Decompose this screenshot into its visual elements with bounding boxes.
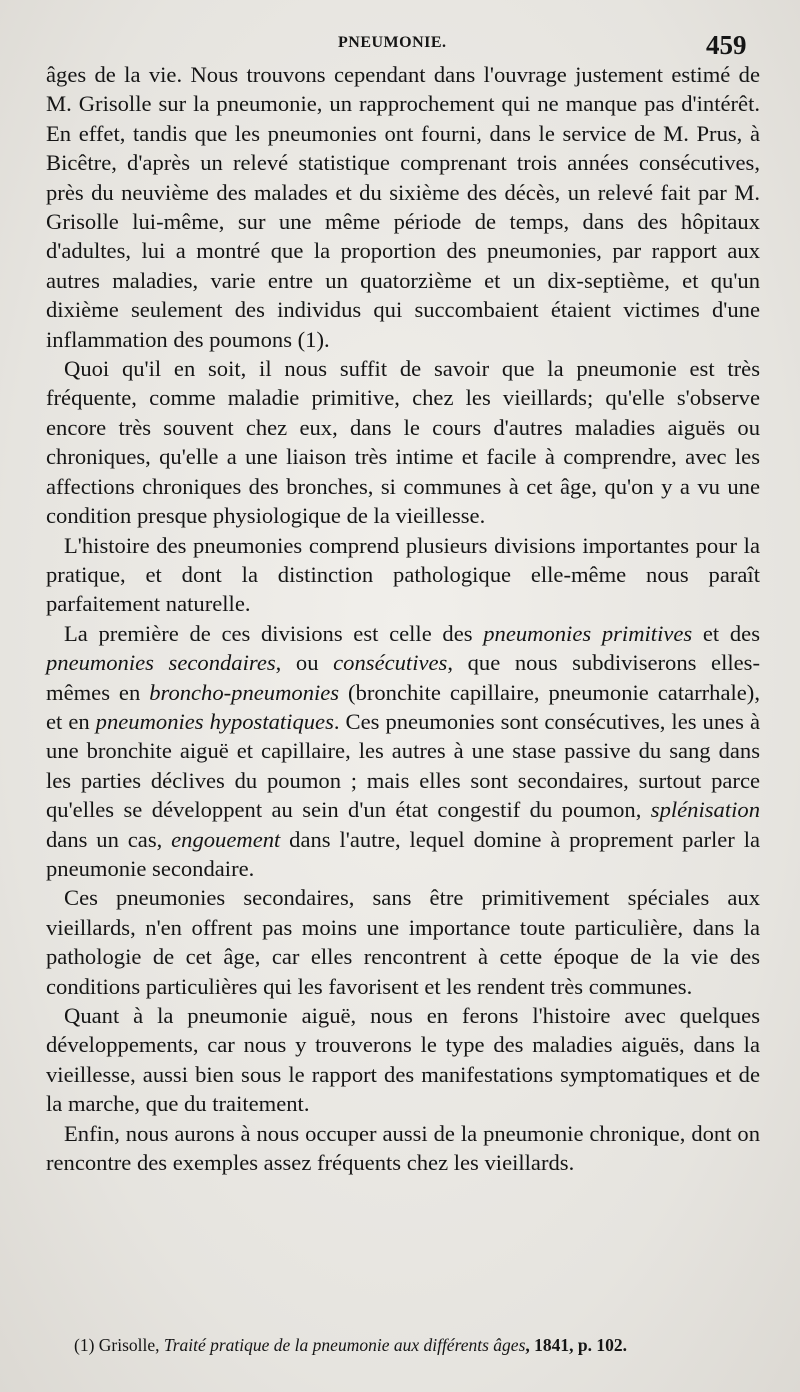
paragraph-2: Quoi qu'il en soit, il nous suffit de savoir que la pneumonie est très fréquente, comme maladie primitive, chez les vieillards; qu'elle s'observe encore très souvent chez eux, dans le cours d'autres maladies aiguës ou chroniques, qu'elle a une liaison très intime et facile à comprendre, avec les affections chroniques des bronches, si communes à cet âge, qu'on y a vu une condition presque physiologique de la vieillesse. — [46, 356, 760, 529]
body-text — [46, 60, 760, 1177]
running-title: PNEUMONIE. — [338, 34, 447, 51]
footnote-title: Traité pratique de la pneumonie aux différents âges — [163, 1335, 526, 1355]
paragraph-3: L'histoire des pneumonies comprend plusieurs divisions importantes pour la pratique, et dont la distinction pathologique elle-même nous paraît parfaitement naturelle. — [46, 532, 760, 617]
paragraph-4 — [46, 619, 760, 884]
text-run: La première de ces divisions est celle des — [64, 620, 484, 646]
text-run: dans l'autre, lequel domine à proprement parler la pneumonie secondaire. — [46, 826, 761, 881]
italic-term: consécutives — [333, 650, 448, 676]
italic-term: pneumonies primitives — [483, 620, 693, 646]
italic-term: pneumonies secondaires — [46, 650, 276, 676]
text-run: , ou — [275, 650, 334, 676]
footnote-author: Grisolle, — [98, 1335, 164, 1355]
footnote-marker: (1) — [74, 1335, 99, 1355]
paragraph-1: âges de la vie. Nous trouvons cependant dans l'ouvrage justement estimé de M. Grisolle sur la pneumonie, un rapprochement qui ne manque pas d'intérêt. En effet, tandis que les pneumonies ont fourni, dans le service de M. Prus, à Bicêtre, d'après un relevé statistique comprenant trois années consécutives, près du neuvième des malades et du sixième des décès, un relevé fait par M. Grisolle lui-même, sur une même période de temps, dans des hôpitaux d'adultes, lui a montré que la proportion des pneumonies, par rapport aux autres maladies, varie entre un quatorzième et un dix-septième, et qu'un dixième seulement des individus qui succombaient étaient victimes d'une inflammation des poumons (1). — [46, 62, 760, 352]
italic-term: engouement — [171, 826, 281, 852]
text-run: , que nous subdiviserons elles-mêmes en — [46, 650, 760, 705]
paragraph-6: Quant à la pneumonie aiguë, nous en ferons l'histoire avec quelques développements, car nous y trouverons le type des maladies aiguës, dans la vieillesse, aussi bien sous le rapport des manifestations symptomatiques et de la marche, que du traitement. — [46, 1003, 760, 1117]
text-run: et des — [692, 620, 760, 646]
text-run: dans un cas, — [46, 826, 172, 852]
page-number: 459 — [706, 30, 747, 60]
text-run: (bronchite capillaire, pneumonie catarrhale), et en — [46, 679, 760, 734]
footnote-ref: , 1841, p. 102. — [525, 1335, 627, 1355]
paragraph-7: Enfin, nous aurons à nous occuper aussi de la pneumonie chronique, dont on rencontre des exemples assez fréquents chez les vieillards. — [46, 1120, 760, 1176]
text-run: . Ces pneumonies sont consécutives, les unes à une bronchite aiguë et capillaire, les autres à une stase passive du sang dans les parties déclives du poumon ; mais elles sont secondaires, surtout parce qu'elles se développent au sein d'un état congestif du poumon, — [46, 708, 760, 823]
italic-term: splénisation — [650, 797, 760, 823]
paragraph-5: Ces pneumonies secondaires, sans être primitivement spéciales aux vieillards, n'en offrent pas moins une importance toute particulière, dans la pathologie de cet âge, car elles rencontrent à cette époque de la vie des conditions particulières qui les favorisent et les rendent très communes. — [46, 885, 760, 999]
footnote — [74, 1334, 774, 1356]
italic-term: pneumonies hypostatiques — [95, 708, 334, 734]
italic-term: broncho-pneumonies — [149, 679, 340, 705]
